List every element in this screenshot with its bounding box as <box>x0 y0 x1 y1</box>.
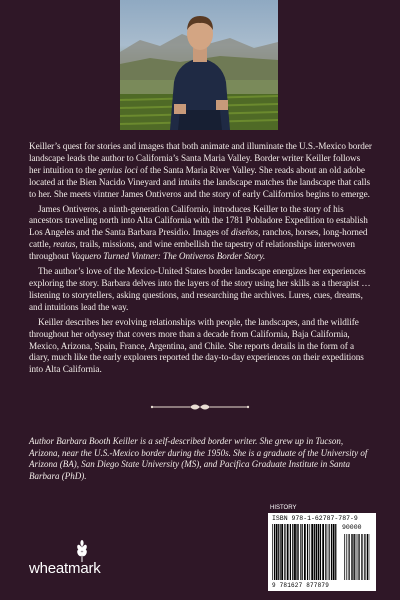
barcode-bar <box>362 534 363 580</box>
barcode-bar <box>287 524 289 580</box>
italic-text: diseños, <box>230 227 261 238</box>
barcode-bar <box>314 524 315 580</box>
publisher-name: wheatmark <box>29 560 101 577</box>
barcode-bar <box>280 524 281 580</box>
barcode-bar <box>351 534 352 580</box>
barcode-bar <box>348 534 349 580</box>
barcode-bar <box>328 524 329 580</box>
price-code-bars <box>344 534 372 580</box>
wheat-icon <box>75 540 89 562</box>
barcode-bar <box>333 524 335 580</box>
paragraph-text: Keiller’s quest for stories and images that both animate and illuminate the U.S.-Mexico border landscape leads the author to California’s Santa Maria Valley. Border writer Keiller follows her intuition to the <box>29 141 372 175</box>
barcode-bars <box>272 524 338 580</box>
italic-text: genius loci <box>98 164 138 175</box>
isbn-text: ISBN 978-1-62787-787-9 <box>272 515 358 522</box>
barcode-bar <box>358 534 359 580</box>
barcode-bar <box>309 524 310 580</box>
barcode-bar <box>292 524 293 580</box>
barcode-bar <box>296 524 297 580</box>
paragraph-text: The author’s love of the Mexico-United States border landscape energizes her experiences exploring the story. Barbara delves into the layers of the story using her skills as a therapist … listening to storytellers, asking questions, and researching the archives. Lures, cues, dreams, and intuitions lead the way. <box>29 266 371 312</box>
barcode-bar <box>302 524 303 580</box>
ean-number: 9 781627 877879 <box>272 582 330 589</box>
barcode-bar <box>349 534 350 580</box>
barcode-bar <box>294 524 296 580</box>
barcode-bar <box>272 524 273 580</box>
barcode-bar <box>329 524 330 580</box>
barcode-bar <box>320 524 321 580</box>
barcode-bar <box>346 534 347 580</box>
paragraph-text: Keiller describes her evolving relationships with people, the landscapes, and the wildlife throughout her odyssey that covers more than a decade from California, Baja California, Mexico, Arizona, Spain, France, Argentina, and Chile. She reports details in the form of a diary, much like the early explorers reported the day-to-day experiences on their expeditions into Alta California. <box>29 316 364 375</box>
isbn-barcode <box>268 513 376 591</box>
barcode-bar <box>357 534 358 580</box>
barcode-bar <box>322 524 324 580</box>
barcode-bar <box>278 524 279 580</box>
paragraph-text: ranchos, horses, long-horned cattle, <box>29 227 368 250</box>
back-cover-description <box>29 141 372 379</box>
ornament-divider-icon <box>148 400 252 414</box>
paragraph-text: of the Santa Maria River Valley. She reads about an old adobe located at the Bien Nacido Vineyard and intuits the landscape matches the landscape that calls to her. She meets vintner James Ontiveros and the story of early Californios begins to emerge. <box>29 164 371 199</box>
barcode-bar <box>354 534 355 580</box>
description-paragraph <box>29 204 372 264</box>
barcode-bar <box>307 524 308 580</box>
barcode-bar <box>364 534 365 580</box>
barcode-bar <box>359 534 360 580</box>
barcode-bar <box>304 524 306 580</box>
italic-text: reatas, <box>53 239 78 250</box>
barcode-bar <box>311 524 313 580</box>
paragraph-text: trails, missions, and wine embellish the tapestry of relationships interwoven throughout <box>29 239 355 262</box>
category-label: HISTORY <box>270 505 297 511</box>
barcode-bar <box>281 524 283 580</box>
barcode-bar <box>369 534 370 580</box>
barcode-bar <box>298 524 299 580</box>
barcode-bar <box>284 524 285 580</box>
barcode-bar <box>367 534 368 580</box>
description-paragraph <box>29 266 372 314</box>
barcode-bar <box>316 524 318 580</box>
description-paragraph <box>29 317 372 377</box>
barcode-bar <box>300 524 301 580</box>
author-bio: Author Barbara Booth Keiller is a self-described border writer. She grew up in Tucson, Arizona, near the U.S.-Mexico border during the 1950s. She is a graduate of the University of Arizona (BA), San Diego State University (MS), and Pacifica Graduate Institute in Santa Barbara (PhD). <box>29 436 368 481</box>
barcode-bar <box>318 524 319 580</box>
italic-text: Vaquero Turned Vintner: The Ontiveros Border Story. <box>71 251 266 262</box>
publisher-logo <box>29 540 139 580</box>
barcode-bar <box>274 524 275 580</box>
description-paragraph <box>29 141 372 201</box>
author-photo-image <box>120 0 278 130</box>
author-photo <box>120 0 278 130</box>
paragraph-text: James Ontiveros, a ninth-generation Californio, introduces Keiller to the story of his ancestors traveling north into Alta California with the 1781 Pobladore Expedition to establish Los Angeles and the Santa Barbara Presidio. Images of <box>29 203 368 238</box>
barcode-bar <box>325 524 326 580</box>
barcode-bar <box>331 524 332 580</box>
barcode-bar <box>361 534 362 580</box>
barcode-bar <box>276 524 278 580</box>
barcode-bar <box>290 524 291 580</box>
barcode-bar <box>352 534 353 580</box>
barcode-bar <box>335 524 336 580</box>
price-code: 90000 <box>342 524 362 531</box>
barcode-bar <box>344 534 345 580</box>
